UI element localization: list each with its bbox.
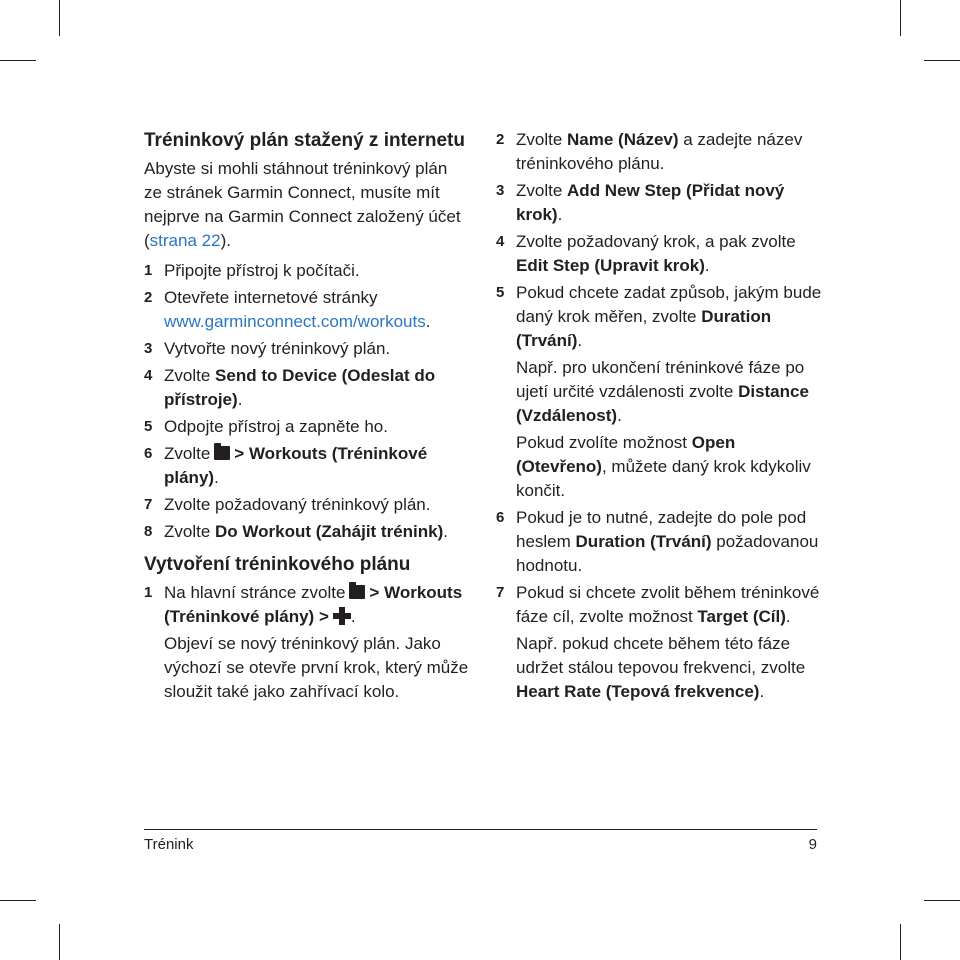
menu-option: Heart Rate (Tepová frekvence) (516, 682, 760, 701)
menu-option: Target (Cíl) (697, 607, 786, 626)
step-text-end: a zadejte název tréninkového plánu. (516, 130, 803, 173)
section-heading-create: Vytvoření tréninkového plánu (144, 554, 411, 575)
list-item (144, 493, 469, 517)
step-note (516, 431, 826, 503)
page-number: 9 (808, 836, 817, 853)
create-steps-list (144, 581, 469, 704)
menu-option: Distance (Vzdálenost) (516, 382, 809, 425)
list-item (144, 286, 469, 334)
menu-option: Add New Step (Přidat nový krok) (516, 181, 785, 224)
step-text: Odpojte přístroj a zapněte ho. (164, 417, 388, 436)
step-number: 2 (496, 131, 505, 148)
menu-separator: > (369, 583, 380, 602)
menu-option: Name (Název) (567, 130, 679, 149)
step-text-end: požadovanou hodnotu. (516, 532, 819, 575)
step-number: 3 (144, 340, 153, 357)
crop-mark (59, 924, 60, 960)
menu-option: Open (Otevřeno) (516, 433, 736, 476)
note-text-end: , můžete daný krok kdykoliv končit. (516, 457, 811, 500)
crop-mark (59, 0, 60, 36)
menu-separator: > (318, 607, 329, 626)
step-text-end: . (704, 256, 710, 275)
intro-end: ). (220, 231, 231, 250)
left-column (144, 128, 469, 707)
step-number: 4 (496, 233, 505, 250)
right-column (496, 128, 826, 707)
step-text: Pokud je to nutné, zadejte do pole pod heslem (516, 508, 807, 551)
step-number: 6 (496, 509, 505, 526)
note-text: Např. pro ukončení tréninkové fáze po ujetí určité vzdálenosti zvolte (516, 358, 805, 401)
note-text: Např. pokud chcete během této fáze udržet stálou tepovou frekvenci, zvolte (516, 634, 806, 677)
crop-mark (924, 60, 960, 61)
menu-option: Duration (Trvání) (516, 307, 772, 350)
step-note: Objeví se nový tréninkový plán. Jako výchozí se otevře první krok, který může sloužit také jako zahřívací kolo. (164, 634, 469, 701)
step-text: Zvolte (516, 130, 568, 149)
step-number: 5 (496, 284, 505, 301)
note-text-end: . (759, 682, 765, 701)
section-heading-download: Tréninkový plán stažený z internetu (144, 130, 465, 151)
step-number: 3 (496, 182, 505, 199)
step-text-end: . (237, 390, 243, 409)
crop-mark (900, 924, 901, 960)
step-text: Zvolte (164, 522, 216, 541)
step-text: Vytvořte nový tréninkový plán. (164, 339, 391, 358)
crop-mark (924, 900, 960, 901)
step-text-end: . (443, 522, 449, 541)
step-number: 2 (144, 289, 153, 306)
list-item (144, 520, 469, 544)
list-item (496, 179, 826, 227)
list-item (144, 259, 469, 283)
list-item (496, 506, 826, 578)
folder-icon (214, 446, 230, 460)
note-text: Pokud zvolíte možnost (516, 433, 692, 452)
footer-section-title: Trénink (144, 836, 194, 853)
step-text-end: . (425, 312, 431, 331)
menu-option: > Workouts (Tréninkové plány) (164, 444, 428, 487)
step-note (516, 632, 826, 704)
step-number: 5 (144, 418, 153, 435)
step-text: Pokud chcete zadat způsob, jakým bude daný krok měřen, zvolte (516, 283, 822, 326)
note-text-end: . (617, 406, 622, 425)
list-item (144, 364, 469, 412)
step-text: Zvolte požadovaný krok, a pak zvolte (516, 232, 796, 251)
step-text: Zvolte (164, 444, 211, 463)
step-text: Připojte přístroj k počítači. (164, 261, 360, 280)
step-text: Zvolte (164, 366, 216, 385)
list-item (144, 337, 469, 361)
step-text-end: . (785, 607, 791, 626)
download-steps-list (144, 259, 469, 544)
list-item (144, 581, 469, 704)
step-note (516, 356, 826, 428)
menu-option: Edit Step (Upravit krok) (516, 256, 705, 275)
garmin-connect-link[interactable]: www.garminconnect.com/workouts (164, 312, 426, 331)
crop-mark (0, 60, 36, 61)
footer-divider (144, 829, 817, 830)
step-number: 8 (144, 523, 153, 540)
step-text-end: . (557, 205, 563, 224)
crop-mark (0, 900, 36, 901)
menu-option: Workouts (Tréninkové plány) (164, 583, 463, 626)
intro-text: Abyste si mohli stáhnout tréninkový plán ze stránek Garmin Connect, musíte mít nejprve na Garmin Connect založený účet ( (144, 159, 461, 250)
step-text: Zvolte (516, 181, 568, 200)
page-reference-link[interactable]: strana 22 (149, 231, 221, 250)
list-item (144, 415, 469, 439)
step-text: Pokud si chcete zvolit během tréninkové fáze cíl, zvolte možnost (516, 583, 820, 626)
list-item (496, 128, 826, 176)
step-text-end: . (577, 331, 583, 350)
step-number: 1 (144, 262, 153, 279)
crop-mark (900, 0, 901, 36)
list-item (496, 281, 826, 503)
menu-option: Do Workout (Zahájit trénink) (215, 522, 444, 541)
step-number: 1 (144, 584, 153, 601)
step-text: Otevřete internetové stránky (164, 288, 378, 307)
step-number: 6 (144, 445, 153, 462)
menu-option: Duration (Trvání) (575, 532, 712, 551)
menu-option: Send to Device (Odeslat do přístroje) (164, 366, 436, 409)
list-item (144, 442, 469, 490)
step-number: 7 (496, 584, 505, 601)
plus-icon (333, 607, 351, 625)
step-text-end: . (350, 607, 356, 626)
create-steps-list-continued (496, 128, 826, 704)
list-item (496, 230, 826, 278)
step-text: Zvolte požadovaný tréninkový plán. (164, 495, 431, 514)
list-item (496, 581, 826, 704)
step-number: 7 (144, 496, 153, 513)
step-number: 4 (144, 367, 153, 384)
step-text: Na hlavní stránce zvolte (164, 583, 346, 602)
intro-paragraph (144, 157, 469, 253)
folder-icon (349, 585, 365, 599)
step-text-end: . (214, 468, 219, 487)
